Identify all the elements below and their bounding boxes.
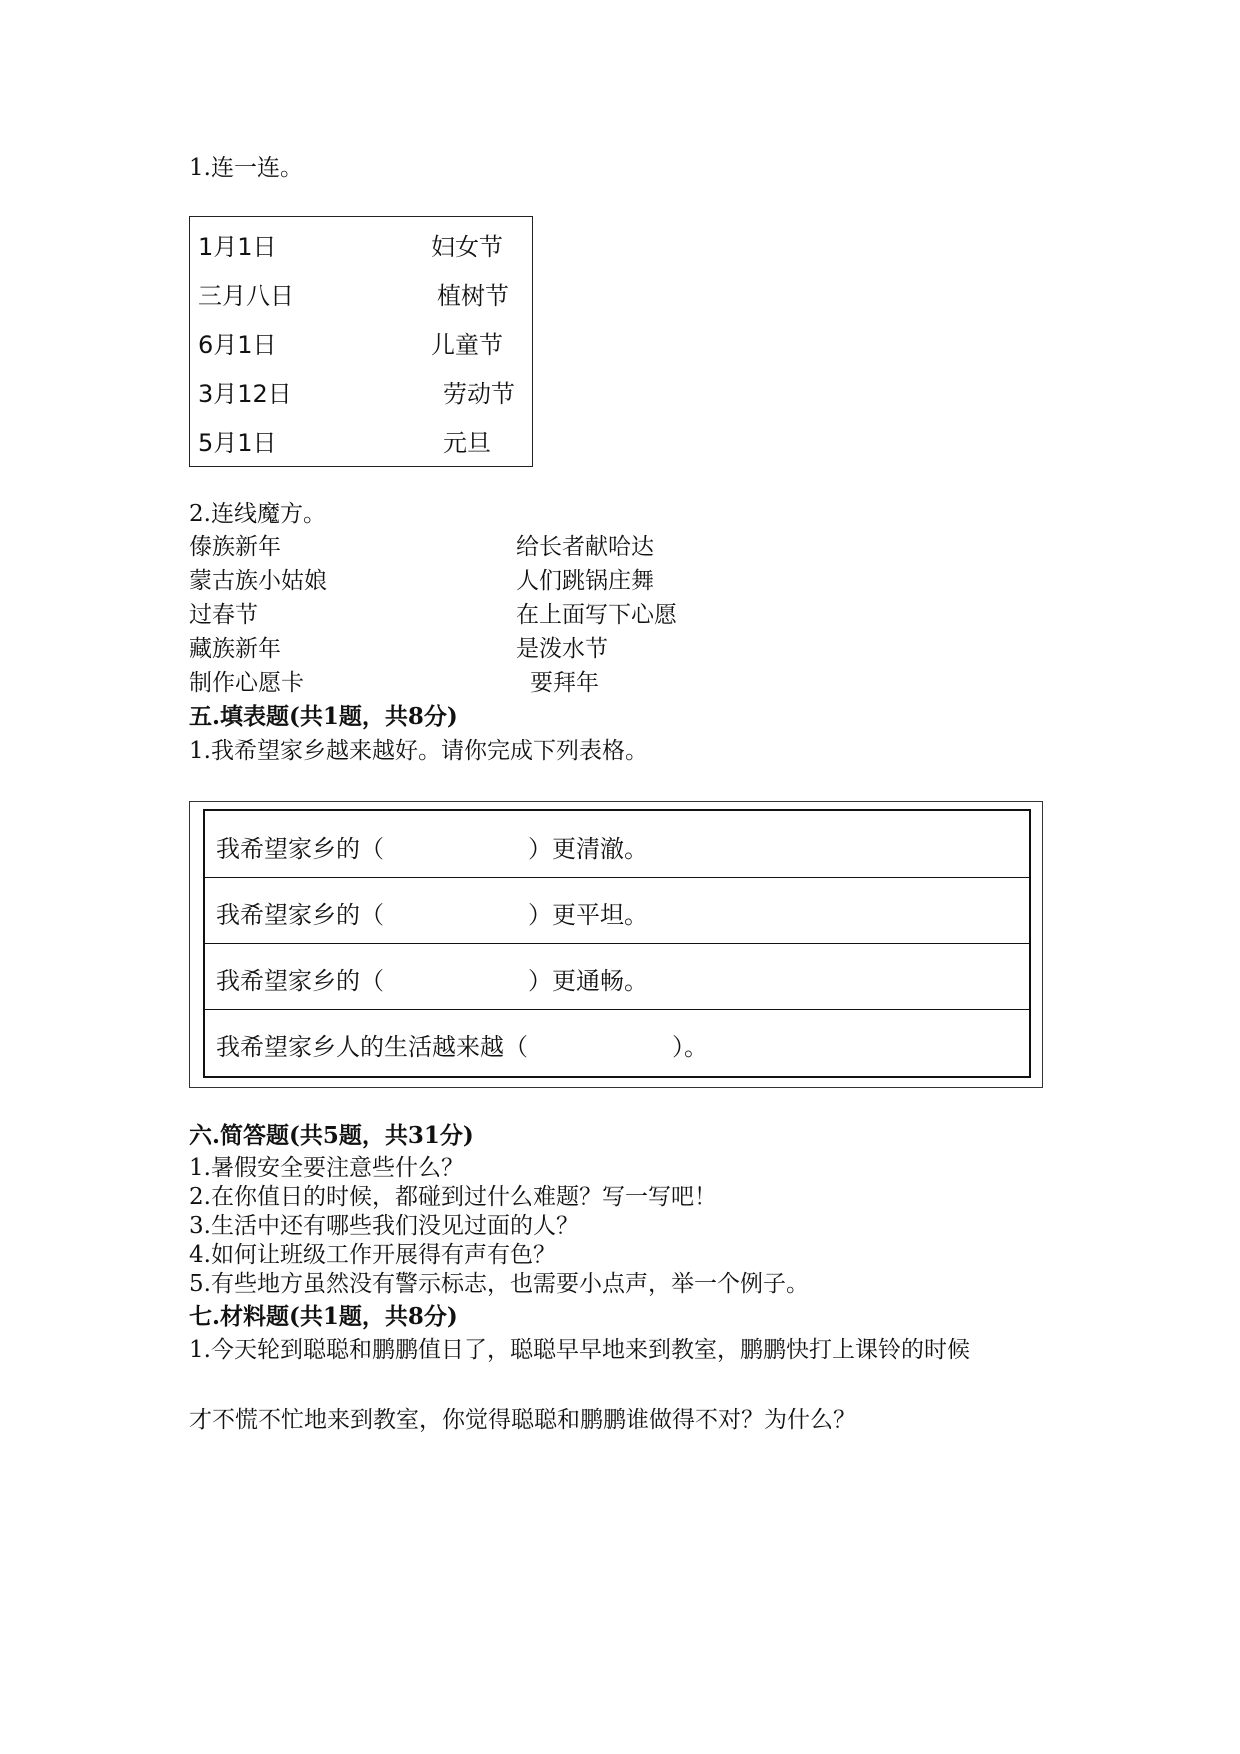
- connect-right-5: 元旦: [443, 429, 491, 457]
- fill-table-inner: [203, 809, 1031, 1078]
- section6-question-5: 5.有些地方虽然没有警示标志，也需要小点声，举一个例子。: [189, 1271, 809, 1297]
- magic-right-2: 人们跳锅庄舞: [516, 568, 654, 594]
- connect-right-3: 儿童节: [431, 331, 503, 359]
- magic-left-2: 蒙古族小姑娘: [189, 568, 327, 594]
- table-row: [205, 811, 1029, 878]
- section5-heading: 五.填表题(共1题，共8分): [189, 703, 458, 730]
- section6-heading: 六.简答题(共5题，共31分): [189, 1122, 474, 1149]
- table-row-text: 我希望家乡的（ ）更清澈。: [216, 835, 648, 863]
- fill-table: [189, 801, 1043, 1088]
- magic-left-5: 制作心愿卡: [189, 670, 304, 696]
- connect-left-5: 5月1日: [198, 429, 277, 457]
- connect-left-3: 6月1日: [198, 331, 277, 359]
- section6-question-4: 4.如何让班级工作开展得有声有色？: [189, 1242, 556, 1268]
- section5-question: 1.我希望家乡越来越好。请你完成下列表格。: [189, 738, 648, 764]
- section6-question-3: 3.生活中还有哪些我们没见过面的人？: [189, 1213, 579, 1239]
- connect-right-2: 植树节: [437, 282, 509, 310]
- q1-title: 1.连一连。: [189, 155, 303, 181]
- magic-left-4: 藏族新年: [189, 636, 281, 662]
- connect-right-4: 劳动节: [443, 380, 515, 408]
- connect-right-1: 妇女节: [431, 233, 503, 261]
- magic-right-5: 要拜年: [530, 670, 599, 696]
- magic-right-3: 在上面写下心愿: [516, 602, 677, 628]
- q2-title: 2.连线魔方。: [189, 501, 326, 527]
- connect-box: [189, 216, 533, 467]
- table-row-text: 我希望家乡的（ ）更平坦。: [216, 901, 648, 929]
- section7-line-2: 才不慌不忙地来到教室，你觉得聪聪和鹏鹏谁做得不对？为什么？: [189, 1407, 856, 1433]
- section6-question-2: 2.在你值日的时候，都碰到过什么难题？写一写吧！: [189, 1184, 717, 1210]
- section7-heading: 七.材料题(共1题，共8分): [189, 1303, 458, 1330]
- magic-left-3: 过春节: [189, 602, 258, 628]
- section7-line-1: 1.今天轮到聪聪和鹏鹏值日了，聪聪早早地来到教室，鹏鹏快打上课铃的时候: [189, 1337, 970, 1363]
- connect-left-4: 3月12日: [198, 380, 292, 408]
- table-row-text: 我希望家乡人的生活越来越（ ）。: [216, 1033, 708, 1061]
- table-row: [205, 877, 1029, 944]
- table-row: [205, 943, 1029, 1010]
- magic-right-1: 给长者献哈达: [516, 534, 654, 560]
- table-row-text: 我希望家乡的（ ）更通畅。: [216, 967, 648, 995]
- section6-question-1: 1.暑假安全要注意些什么？: [189, 1155, 464, 1181]
- table-row: [205, 1009, 1029, 1075]
- magic-right-4: 是泼水节: [516, 636, 608, 662]
- connect-left-1: 1月1日: [198, 233, 277, 261]
- magic-left-1: 傣族新年: [189, 534, 281, 560]
- connect-left-2: 三月八日: [198, 282, 294, 310]
